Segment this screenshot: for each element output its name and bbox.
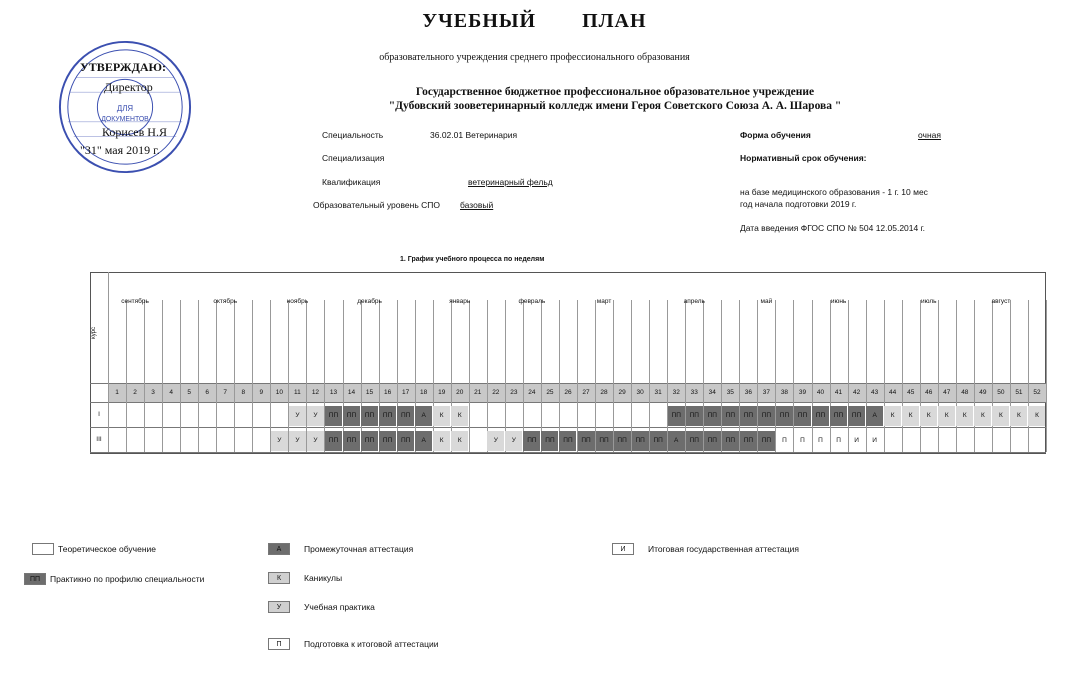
week-number: 4 bbox=[169, 389, 173, 396]
grid-column-line bbox=[523, 300, 524, 452]
schedule-cell: А bbox=[668, 431, 685, 451]
education-level-label: Образовательный уровень СПО bbox=[313, 200, 440, 210]
schedule-cell: ПП bbox=[668, 406, 685, 426]
approval-date: "31" мая 2019 г. bbox=[80, 143, 160, 157]
schedule-cell: К bbox=[920, 406, 937, 426]
svg-text:ДЛЯ: ДЛЯ bbox=[116, 103, 134, 113]
week-number: 10 bbox=[275, 389, 283, 396]
week-number: 11 bbox=[294, 389, 301, 396]
grid-column-line bbox=[361, 300, 362, 452]
study-term-value: на базе медицинского образования - 1 г. 10 мес bbox=[740, 187, 928, 197]
schedule-cell: ПП bbox=[397, 431, 414, 451]
course-label: I bbox=[98, 411, 100, 418]
schedule-cell bbox=[884, 431, 901, 451]
grid-column-line bbox=[884, 300, 885, 452]
week-number: 1 bbox=[115, 389, 119, 396]
week-number: 21 bbox=[474, 389, 482, 396]
grid-column-line bbox=[487, 300, 488, 452]
schedule-cell bbox=[235, 431, 252, 451]
specialty-label: Специальность bbox=[322, 130, 384, 140]
grid-column-line bbox=[505, 300, 506, 452]
schedule-cell: ПП bbox=[758, 431, 775, 451]
schedule-cell: ПП bbox=[830, 406, 847, 426]
schedule-cell: П bbox=[836, 437, 841, 444]
schedule-cell: ПП bbox=[596, 431, 613, 451]
institution-line-1: Государственное бюджетное профессиональное образовательное учреждение bbox=[415, 86, 815, 98]
study-form-value: очная bbox=[918, 130, 941, 140]
schedule-cell bbox=[650, 406, 667, 426]
grid-column-line bbox=[721, 300, 722, 452]
schedule-cell: К bbox=[956, 406, 973, 426]
schedule-cell: ПП bbox=[686, 431, 703, 451]
schedule-cell: К bbox=[433, 406, 450, 426]
schedule-cell: ПП bbox=[325, 431, 342, 451]
schedule-cell bbox=[253, 431, 270, 451]
specialty-value: 36.02.01 Ветеринария bbox=[430, 130, 518, 140]
schedule-cell bbox=[614, 406, 631, 426]
grid-column-line bbox=[577, 300, 578, 452]
schedule-cell: ПП bbox=[523, 431, 540, 451]
week-number: 20 bbox=[456, 389, 464, 396]
grid-column-line bbox=[703, 300, 704, 452]
schedule-cell: П bbox=[800, 437, 805, 444]
grid-column-line bbox=[234, 300, 235, 452]
grid-column-line bbox=[559, 300, 560, 452]
approval-position: Директор bbox=[104, 80, 153, 94]
schedule-cell bbox=[145, 406, 162, 426]
schedule-cell: К bbox=[433, 431, 450, 451]
week-number: 52 bbox=[1033, 389, 1041, 396]
grid-column-line bbox=[415, 300, 416, 452]
week-number: 41 bbox=[834, 389, 843, 396]
grid-column-line bbox=[180, 300, 181, 452]
legend-holidays: Каникулы bbox=[304, 573, 343, 583]
week-number: 35 bbox=[726, 389, 734, 396]
week-number: 39 bbox=[798, 389, 807, 396]
schedule-cell: ПП bbox=[740, 406, 757, 426]
qualification-value: ветеринарный фельд bbox=[468, 177, 553, 187]
week-number: 18 bbox=[420, 389, 428, 396]
week-number: 34 bbox=[708, 389, 716, 396]
grid-column-line bbox=[144, 300, 145, 452]
month-label: сентябрь bbox=[121, 298, 149, 305]
grid-column-line bbox=[306, 300, 307, 452]
week-number: 24 bbox=[528, 389, 536, 396]
grid-column-line bbox=[162, 300, 163, 452]
schedule-cell: П bbox=[782, 437, 787, 444]
grid-column-line bbox=[775, 300, 776, 452]
schedule-cell: ПП bbox=[379, 431, 396, 451]
schedule-cell: ПП bbox=[361, 431, 378, 451]
week-number: 2 bbox=[133, 389, 137, 396]
grid-column-line bbox=[343, 300, 344, 452]
grid-column-line bbox=[992, 300, 993, 452]
grid-column-line bbox=[830, 300, 831, 452]
fgos-date: Дата введения ФГОС СПО № 504 12.05.2014 г. bbox=[740, 223, 926, 233]
schedule-cell: У bbox=[289, 406, 306, 426]
legend-attestation: Промежуточная аттестация bbox=[304, 544, 414, 554]
grid-column-line bbox=[649, 300, 650, 452]
schedule-cell: ПП bbox=[541, 431, 558, 451]
grid-column-line bbox=[812, 300, 813, 452]
schedule-cell bbox=[145, 431, 162, 451]
schedule-cell: У bbox=[271, 431, 288, 451]
schedule-cell: ПП bbox=[812, 406, 829, 426]
grid-column-line bbox=[451, 300, 452, 452]
month-label: май bbox=[760, 298, 773, 305]
schedule-cell: У bbox=[307, 431, 324, 451]
month-label: декабрь bbox=[357, 298, 382, 305]
schedule-cell bbox=[1028, 431, 1045, 451]
schedule-cell bbox=[217, 406, 234, 426]
week-number: 51 bbox=[1015, 389, 1023, 396]
month-label: ноябрь bbox=[286, 298, 309, 305]
schedule-cell: ПП bbox=[632, 431, 649, 451]
week-number: 13 bbox=[329, 389, 338, 396]
week-number: 45 bbox=[907, 389, 915, 396]
schedule-cell bbox=[469, 406, 486, 426]
grid-column-line bbox=[270, 300, 271, 452]
week-number: 8 bbox=[241, 389, 246, 396]
schedule-cell bbox=[956, 431, 973, 451]
schedule-cell bbox=[199, 406, 216, 426]
schedule-cell bbox=[505, 406, 522, 426]
schedule-cell: ПП bbox=[848, 406, 865, 426]
schedule-cell bbox=[596, 406, 613, 426]
schedule-cell: А bbox=[415, 431, 432, 451]
month-label: апрель bbox=[683, 298, 705, 305]
schedule-cell: ПП bbox=[686, 406, 703, 426]
grid-column-line bbox=[938, 300, 939, 452]
legend-practice-swatch: ПП bbox=[24, 573, 46, 585]
schedule-cell bbox=[253, 406, 270, 426]
schedule-cell: К bbox=[451, 431, 468, 451]
week-number: 14 bbox=[347, 389, 356, 396]
schedule-cell: ПП bbox=[776, 406, 793, 426]
schedule-cell: ПП bbox=[361, 406, 378, 426]
week-number: 37 bbox=[762, 389, 770, 396]
schedule-cell: У bbox=[307, 406, 324, 426]
week-number: 32 bbox=[672, 389, 680, 396]
grid-column-line bbox=[595, 300, 596, 452]
grid-column-line bbox=[902, 300, 903, 452]
course-header: курс bbox=[90, 327, 97, 339]
schedule-cell bbox=[109, 431, 126, 451]
schedule-cell bbox=[217, 431, 234, 451]
schedule-cell: ПП bbox=[740, 431, 757, 451]
schedule-cell bbox=[487, 406, 504, 426]
schedule-cell: У bbox=[289, 431, 306, 451]
schedule-cell: У bbox=[487, 431, 504, 451]
schedule-cell: ПП bbox=[343, 406, 360, 426]
schedule-cell: ПП bbox=[650, 431, 667, 451]
week-number: 50 bbox=[997, 389, 1005, 396]
approval-heading: УТВЕРЖДАЮ: bbox=[80, 60, 167, 74]
legend-theory-swatch bbox=[32, 543, 54, 555]
grid-column-line bbox=[739, 300, 740, 452]
schedule-cell: ПП bbox=[722, 431, 739, 451]
week-number: 42 bbox=[852, 389, 861, 396]
schedule-cell: ПП bbox=[343, 431, 360, 451]
qualification-label: Квалификация bbox=[322, 177, 381, 187]
legend-prep-swatch: П bbox=[268, 638, 290, 650]
schedule-cell bbox=[632, 406, 649, 426]
week-number: 3 bbox=[151, 389, 155, 396]
study-term-label: Нормативный срок обучения: bbox=[740, 153, 867, 163]
schedule-cell bbox=[559, 406, 576, 426]
schedule-cell bbox=[181, 431, 198, 451]
week-number: 6 bbox=[205, 389, 210, 396]
month-label: октябрь bbox=[213, 298, 238, 305]
week-number: 28 bbox=[600, 389, 608, 396]
week-number: 30 bbox=[636, 389, 644, 396]
schedule-cell bbox=[902, 431, 919, 451]
week-number: 17 bbox=[402, 389, 410, 396]
schedule-cell bbox=[920, 431, 937, 451]
schedule-cell bbox=[523, 406, 540, 426]
schedule-cell bbox=[109, 406, 126, 426]
schedule-cell bbox=[271, 406, 288, 426]
schedule-cell: И bbox=[854, 437, 859, 444]
schedule-cell: И bbox=[872, 437, 877, 444]
legend-final-swatch: И bbox=[612, 543, 634, 555]
week-number: 31 bbox=[654, 389, 662, 396]
schedule-cell: ПП bbox=[379, 406, 396, 426]
institution-line-2: "Дубовский зооветеринарный колледж имени Героя Советского Союза А. А. Шарова " bbox=[388, 100, 842, 112]
schedule-cell: ПП bbox=[704, 431, 721, 451]
course-label: III bbox=[96, 436, 102, 443]
week-number: 38 bbox=[780, 389, 789, 396]
week-number: 46 bbox=[925, 389, 933, 396]
grid-column-line bbox=[793, 300, 794, 452]
grid-column-line bbox=[667, 300, 668, 452]
grid-column-line bbox=[252, 300, 253, 452]
grid-column-line bbox=[541, 300, 542, 452]
schedule-cell: ПП bbox=[325, 406, 342, 426]
legend-holidays-swatch: К bbox=[268, 572, 290, 584]
week-number: 22 bbox=[492, 389, 500, 396]
schedule-cell: У bbox=[505, 431, 522, 451]
legend-edu-practice: Учебная практика bbox=[304, 602, 375, 612]
schedule-cell bbox=[469, 431, 486, 451]
grid-column-line bbox=[613, 300, 614, 452]
grid-column-line bbox=[126, 300, 127, 452]
month-label: июль bbox=[920, 298, 937, 305]
legend-final: Итоговая государственная аттестация bbox=[648, 544, 799, 554]
grid-column-line bbox=[379, 300, 380, 452]
grid-column-line bbox=[974, 300, 975, 452]
week-number: 9 bbox=[259, 389, 264, 396]
schedule-cell: ПП bbox=[794, 406, 811, 426]
week-number: 12 bbox=[311, 389, 320, 396]
schedule-cell: ПП bbox=[758, 406, 775, 426]
grid-column-line bbox=[469, 300, 470, 452]
month-label: август bbox=[991, 298, 1011, 305]
week-number: 5 bbox=[187, 389, 191, 396]
education-level-value: базовый bbox=[460, 200, 494, 210]
legend-practice: Практикно по профилю специальности bbox=[50, 574, 205, 584]
schedule-cell: ПП bbox=[614, 431, 631, 451]
schedule-cell: ПП bbox=[722, 406, 739, 426]
svg-text:ДОКУМЕНТОВ: ДОКУМЕНТОВ bbox=[101, 115, 149, 123]
schedule-cell: К bbox=[884, 406, 901, 426]
week-number: 25 bbox=[546, 389, 554, 396]
week-number: 29 bbox=[618, 389, 626, 396]
schedule-cell bbox=[127, 406, 144, 426]
week-number: 26 bbox=[564, 389, 572, 396]
month-label: январь bbox=[449, 298, 471, 305]
schedule-cell bbox=[235, 406, 252, 426]
schedule-cell bbox=[578, 406, 595, 426]
schedule-cell: К bbox=[902, 406, 919, 426]
schedule-cell bbox=[992, 431, 1009, 451]
schedule-cell: П bbox=[818, 437, 823, 444]
schedule-cell: ПП bbox=[559, 431, 576, 451]
schedule-cell: К bbox=[938, 406, 955, 426]
schedule-cell bbox=[541, 406, 558, 426]
schedule-cell bbox=[938, 431, 955, 451]
week-number: 15 bbox=[365, 389, 374, 396]
legend-theory: Теоретическое обучение bbox=[58, 544, 157, 554]
grid-column-line bbox=[1046, 300, 1047, 452]
grid-column-line bbox=[757, 300, 758, 452]
schedule-cell: ПП bbox=[397, 406, 414, 426]
schedule-cell: К bbox=[1028, 406, 1045, 426]
start-year: год начала подготовки 2019 г. bbox=[740, 199, 857, 209]
week-number: 49 bbox=[979, 389, 987, 396]
week-number: 23 bbox=[510, 389, 518, 396]
month-label: март bbox=[596, 298, 612, 305]
grid-column-line bbox=[216, 300, 217, 452]
schedule-cell: А bbox=[415, 406, 432, 426]
grid-column-line bbox=[866, 300, 867, 452]
week-number: 47 bbox=[943, 389, 951, 396]
grid-column-line bbox=[920, 300, 921, 452]
grid-column-line bbox=[324, 300, 325, 452]
week-number: 43 bbox=[871, 389, 879, 396]
page-subtitle: образовательного учреждения среднего профессионального образования bbox=[379, 52, 690, 63]
schedule-cell bbox=[1010, 431, 1027, 451]
legend-edu-practice-swatch: У bbox=[268, 601, 290, 613]
schedule-caption: 1. График учебного процесса по неделям bbox=[400, 256, 545, 263]
week-number: 16 bbox=[383, 389, 392, 396]
grid-column-line bbox=[198, 300, 199, 452]
page-title: УЧЕБНЫЙ ПЛАН bbox=[422, 10, 647, 32]
schedule-cell: К bbox=[1010, 406, 1027, 426]
week-number: 33 bbox=[690, 389, 698, 396]
study-form-label: Форма обучения bbox=[740, 130, 811, 140]
schedule-cell bbox=[127, 431, 144, 451]
grid-column-line bbox=[288, 300, 289, 452]
month-label: июнь bbox=[830, 298, 847, 305]
schedule-cell: К bbox=[992, 406, 1009, 426]
week-number: 19 bbox=[438, 389, 446, 396]
schedule-cell: ПП bbox=[578, 431, 595, 451]
schedule-cell bbox=[163, 406, 180, 426]
grid-column-line bbox=[956, 300, 957, 452]
schedule-cell: А bbox=[866, 406, 883, 426]
week-number: 40 bbox=[816, 389, 825, 396]
week-number: 44 bbox=[889, 389, 897, 396]
grid-column-line bbox=[685, 300, 686, 452]
grid-column-line bbox=[631, 300, 632, 452]
legend-prep: Подготовка к итоговой аттестации bbox=[304, 639, 439, 649]
approval-name: Корисев Н.Я bbox=[102, 125, 167, 139]
month-label: февраль bbox=[518, 298, 546, 305]
schedule-cell: К bbox=[451, 406, 468, 426]
week-number: 7 bbox=[223, 389, 228, 396]
week-number: 27 bbox=[582, 389, 590, 396]
week-number: 36 bbox=[744, 389, 752, 396]
grid-column-line bbox=[397, 300, 398, 452]
grid-column-line bbox=[848, 300, 849, 452]
grid-column-line bbox=[1028, 300, 1029, 452]
legend-attestation-swatch: А bbox=[268, 543, 290, 555]
schedule-cell bbox=[181, 406, 198, 426]
schedule-cell bbox=[163, 431, 180, 451]
schedule-cell: ПП bbox=[704, 406, 721, 426]
schedule-cell: К bbox=[974, 406, 991, 426]
schedule-cell bbox=[974, 431, 991, 451]
week-number: 48 bbox=[961, 389, 969, 396]
grid-column-line bbox=[433, 300, 434, 452]
schedule-cell bbox=[199, 431, 216, 451]
grid-column-line bbox=[1010, 300, 1011, 452]
specialization-label: Специализация bbox=[322, 153, 385, 163]
